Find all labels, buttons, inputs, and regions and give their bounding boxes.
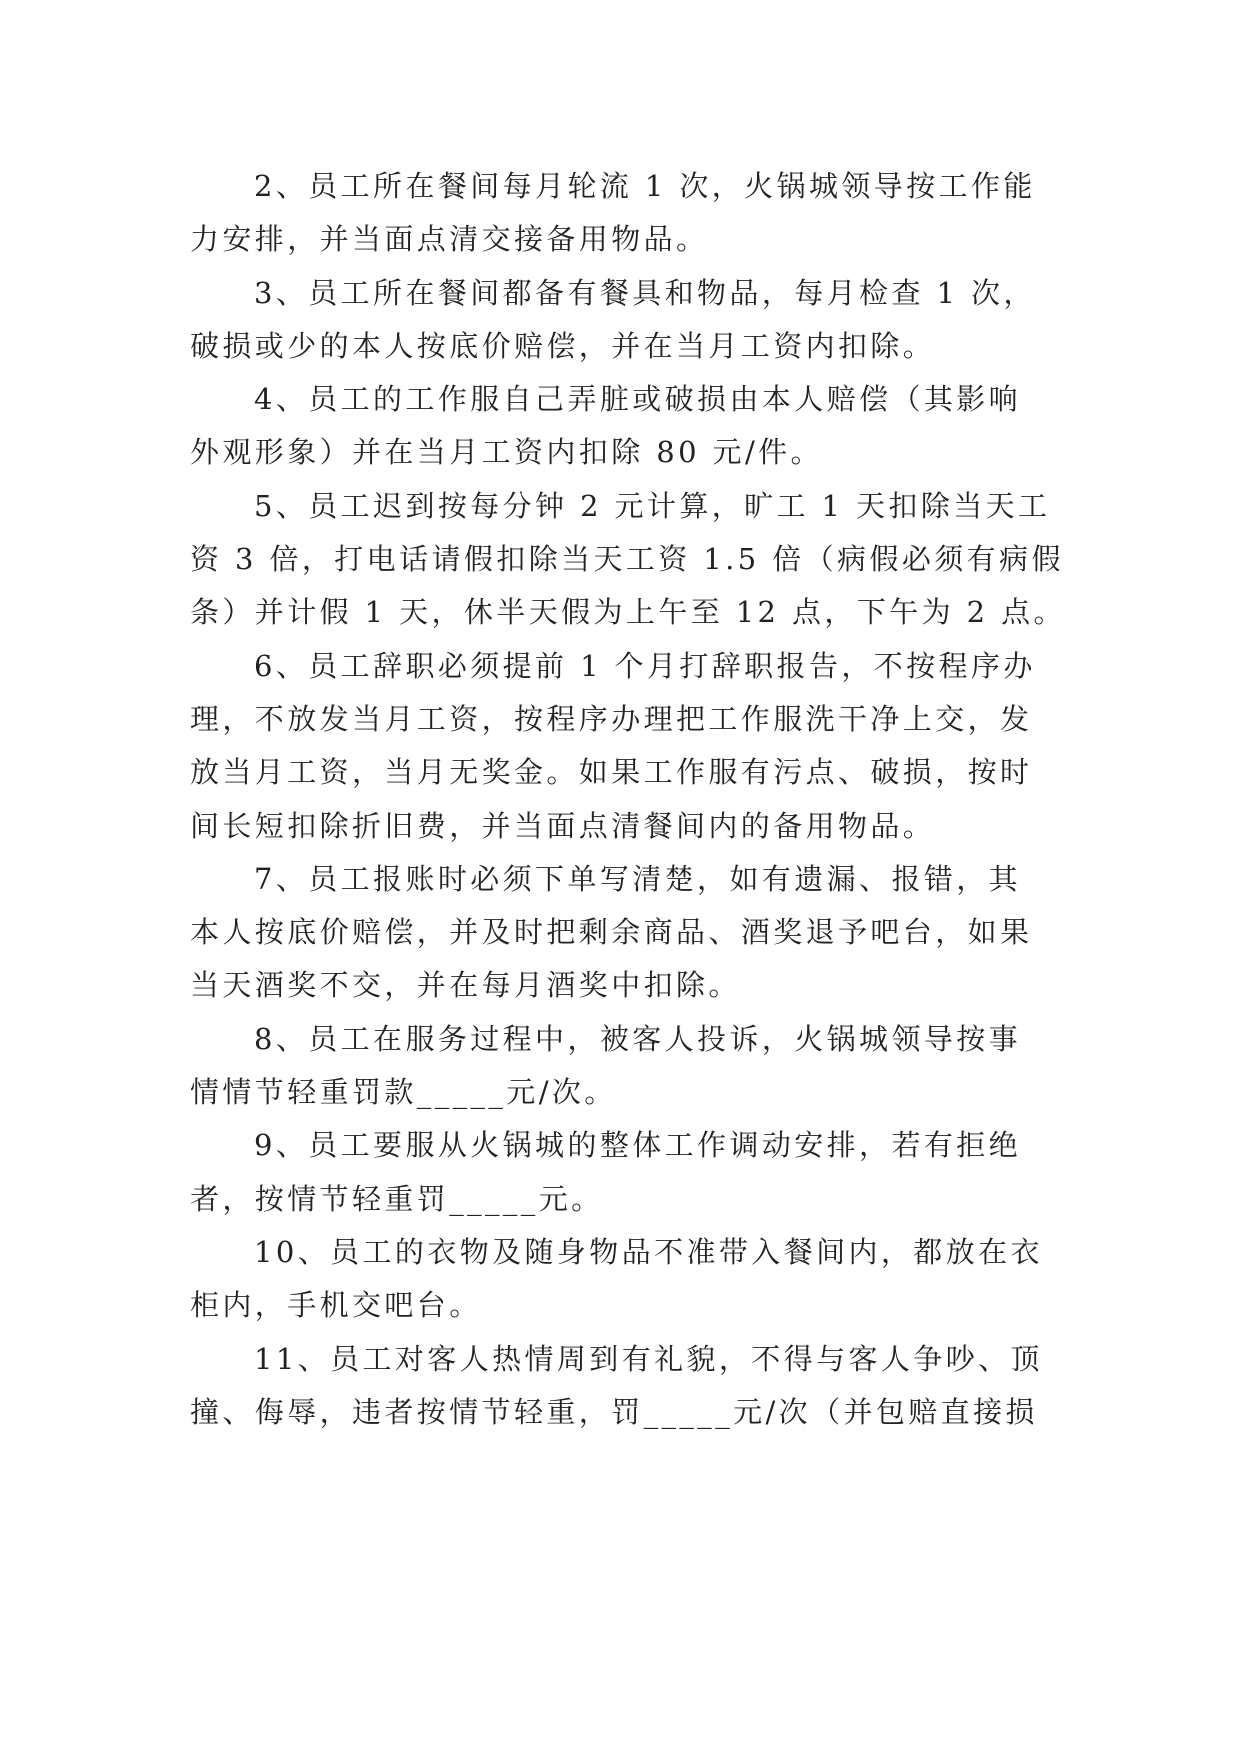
paragraph-line: 间长短扣除折旧费，并当面点清餐间内的备用物品。 (190, 808, 936, 843)
paragraph-line: 7、员工报账时必须下单写清楚，如有遗漏、报错，其 (254, 861, 1022, 896)
paragraph-item-7 (190, 853, 1050, 1013)
paragraph-line: 条）并计假 1 天，休半天假为上午至 12 点，下午为 2 点。 (190, 595, 1066, 630)
paragraph-item-6 (190, 640, 1050, 853)
paragraph-line: 外观形象）并在当月工资内扣除 80 元/件。 (190, 435, 823, 470)
paragraph-item-3 (190, 267, 1050, 374)
paragraph-line: 放当月工资，当月无奖金。如果工作服有污点、破损，按时 (190, 755, 1033, 790)
paragraph-line: 资 3 倍，打电话请假扣除当天工资 1.5 倍（病假必须有病假 (190, 542, 1064, 577)
paragraph-line: 2、员工所在餐间每月轮流 1 次，火锅城领导按工作能 (254, 169, 1036, 203)
paragraph-line: 3、员工所在餐间都备有餐具和物品，每月检查 1 次， (254, 275, 1036, 310)
paragraph-line: 破损或少的本人按底价赔偿，并在当月工资内扣除。 (190, 328, 936, 363)
paragraph-line: 柜内，手机交吧台。 (190, 1288, 482, 1323)
paragraph-item-4 (190, 373, 1050, 480)
paragraph-item-11 (190, 1333, 1050, 1440)
paragraph-item-10 (190, 1226, 1050, 1333)
paragraph-line: 11、员工对客人热情周到有礼貌，不得与客人争吵、顶 (254, 1341, 1043, 1376)
paragraph-line: 4、员工的工作服自己弄脏或破损由本人赔偿（其影响 (254, 382, 1022, 417)
paragraph-line: 力安排，并当面点清交接备用物品。 (190, 222, 709, 257)
paragraph-line: 当天酒奖不交，并在每月酒奖中扣除。 (190, 968, 741, 1003)
paragraph-line: 理，不放发当月工资，按程序办理把工作服洗干净上交，发 (190, 701, 1033, 736)
paragraph-item-8 (190, 1013, 1050, 1120)
paragraph-line: 9、员工要服从火锅城的整体工作调动安排，若有拒绝 (254, 1128, 1022, 1163)
paragraph-item-2 (190, 160, 1050, 267)
paragraph-line: 6、员工辞职必须提前 1 个月打辞职报告，不按程序办 (254, 648, 1036, 683)
document-body (190, 160, 1066, 1439)
paragraph-line: 撞、侮辱，违者按情节轻重，罚_____元/次（并包赔直接损 (190, 1394, 1038, 1429)
paragraph-item-5 (190, 480, 1066, 640)
paragraph-line: 5、员工迟到按每分钟 2 元计算，旷工 1 天扣除当天工 (254, 488, 1051, 523)
paragraph-item-9 (190, 1119, 1050, 1226)
paragraph-line: 本人按底价赔偿，并及时把剩余商品、酒奖退予吧台，如果 (190, 915, 1033, 950)
paragraph-line: 情情节轻重罚款_____元/次。 (190, 1075, 617, 1110)
paragraph-line: 10、员工的衣物及随身物品不准带入餐间内，都放在衣 (254, 1234, 1043, 1269)
paragraph-line: 8、员工在服务过程中，被客人投诉，火锅城领导按事 (254, 1021, 1022, 1056)
paragraph-line: 者，按情节轻重罚_____元。 (190, 1181, 604, 1216)
